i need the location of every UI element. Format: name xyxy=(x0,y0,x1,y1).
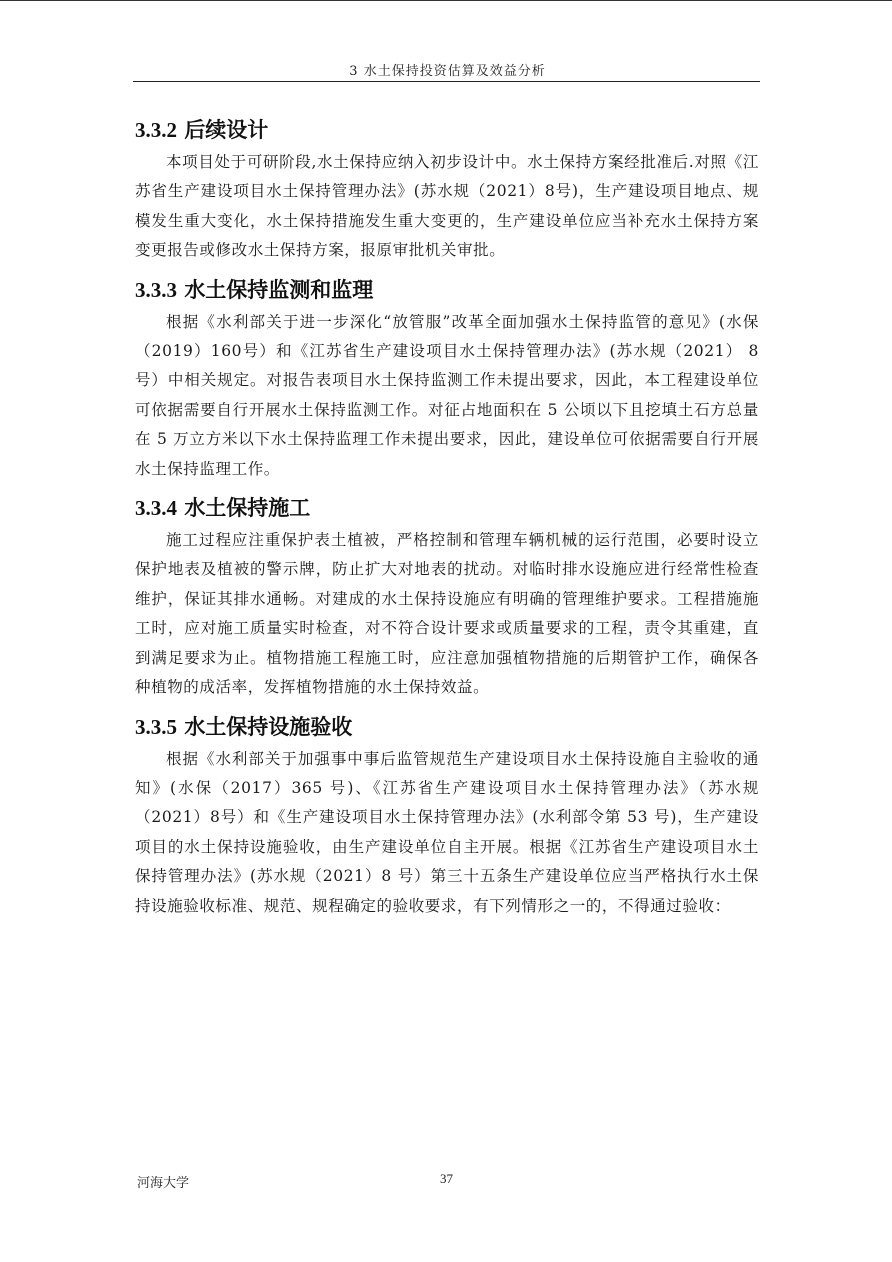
section-title: 水土保持监测和监理 xyxy=(184,276,374,302)
section-number: 3.3.5 xyxy=(135,714,177,739)
header-rule xyxy=(133,81,760,82)
page-top-border xyxy=(0,0,892,1)
section-title: 水土保持设施验收 xyxy=(184,713,353,739)
section-title: 水土保持施工 xyxy=(184,495,311,521)
section-number: 3.3.3 xyxy=(135,277,177,302)
section-heading xyxy=(135,112,759,148)
section-heading xyxy=(135,490,759,526)
section-3-3-5 xyxy=(135,709,759,921)
main-content xyxy=(135,112,759,921)
section-number: 3.3.4 xyxy=(135,496,177,521)
footer-page-number: 37 xyxy=(440,1171,453,1186)
running-header: 3 水土保持投资估算及效益分析 xyxy=(349,64,546,79)
footer-institution: 河海大学 xyxy=(137,1176,190,1191)
section-3-3-3 xyxy=(135,272,759,484)
section-heading xyxy=(135,272,759,308)
section-heading xyxy=(135,709,759,745)
section-3-3-2 xyxy=(135,112,759,266)
section-3-3-4 xyxy=(135,490,759,702)
section-paragraph: 根据《水利部关于进一步深化“放管服”改革全面加强水土保持监管的意见》(水保（2019）160号）和《江苏省生产建设项目水土保持管理办法》(苏水规（2021） 8 号）中相关规定。对报告表项目水土保持监测工作未提出要求，因此，本工程建设单位可依据需要自行开展水土保持监测工作。对征占地面积在 5 公顷以下且挖填土石方总量在 5 万立方米以下水土保持监理工作未提出要求，因此，建设单位可依据需要自行开展水土保持监理工作。 xyxy=(135,312,759,478)
section-paragraph: 根据《水利部关于加强事中事后监管规范生产建设项目水土保持设施自主验收的通知》(水保（2017）365 号)、《江苏省生产建设项目水土保持管理办法》（苏水规（2021）8号）和《生产建设项目水土保持管理办法》(水利部令第 53 号)，生产建设项目的水土保持设施验收，由生产建设单位自主开展。根据《江苏省生产建设项目水土保持管理办法》(苏水规（2021）8 号）第三十五条生产建设单位应当严格执行水土保持设施验收标准、规范、规程确定的验收要求，有下列情形之一的，不得通过验收： xyxy=(135,749,759,915)
section-title: 后续设计 xyxy=(184,117,269,142)
section-paragraph: 施工过程应注重保护表土植被，严格控制和管理车辆机械的运行范围，必要时设立保护地表及植被的警示牌，防止扩大对地表的扰动。对临时排水设施应进行经常性检查维护，保证其排水通畅。对建成的水土保持设施应有明确的管理维护要求。工程措施施工时，应对施工质量实时检查，对不符合设计要求或质量要求的工程，责令其重建，直到满足要求为止。植物措施工程施工时，应注意加强植物措施的后期管护工作，确保各种植物的成活率，发挥植物措施的水土保持效益。 xyxy=(135,531,759,697)
section-paragraph: 本项目处于可研阶段,水土保持应纳入初步设计中。水土保持方案经批准后.对照《江苏省生产建设项目水土保持管理办法》(苏水规（2021）8号)，生产建设项目地点、规模发生重大变化，水土保持措施发生重大变更的，生产建设单位应当补充水土保持方案变更报告或修改水土保持方案，报原审批机关审批。 xyxy=(135,153,759,260)
section-number: 3.3.2 xyxy=(135,118,177,142)
